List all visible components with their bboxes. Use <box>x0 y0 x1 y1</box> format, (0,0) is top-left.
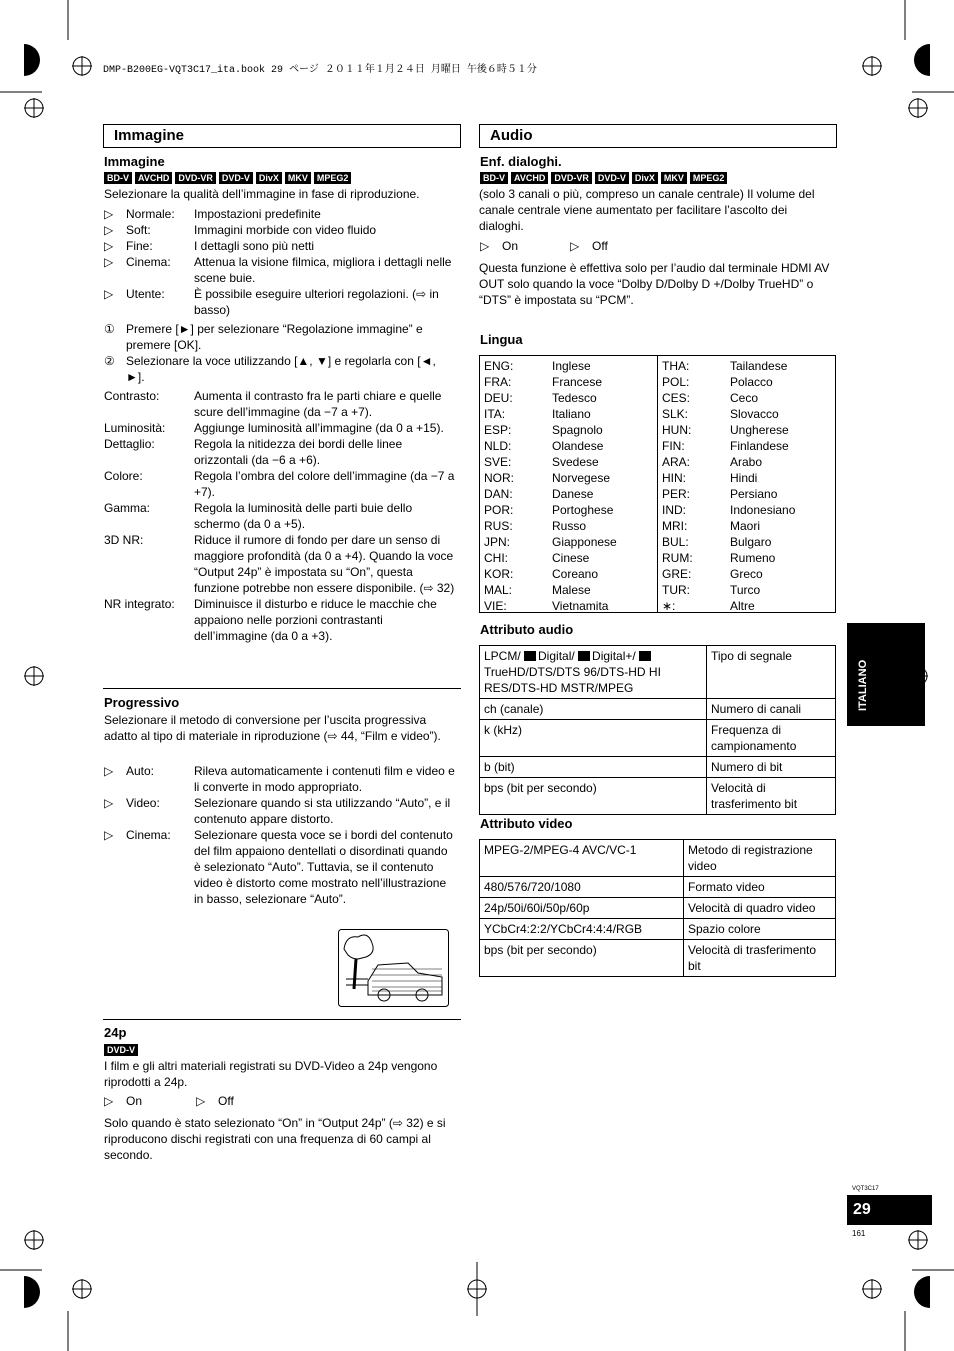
heading-24p: 24p <box>104 1025 127 1040</box>
language-code: JPN: <box>484 535 511 549</box>
progressivo-options <box>104 763 456 907</box>
table-row <box>480 778 836 815</box>
language-row <box>658 390 835 406</box>
language-name: Slovacco <box>730 407 779 421</box>
badge: DVD-V <box>219 172 253 184</box>
language-code: NOR: <box>484 471 514 485</box>
option-off: Off <box>592 239 608 253</box>
language-name: Altre <box>730 599 755 613</box>
heading-progressivo: Progressivo <box>104 695 180 710</box>
badge: MPEG2 <box>314 172 352 184</box>
heading-lingua: Lingua <box>480 332 523 347</box>
badge: AVCHD <box>135 172 172 184</box>
language-row <box>480 566 657 582</box>
language-code: NLD: <box>484 439 512 453</box>
table-cell: Velocità di trasferimento bit <box>684 940 836 977</box>
table-cell: Velocità di trasferimento bit <box>707 778 836 815</box>
language-row <box>480 422 657 438</box>
setting-desc: Diminuisce il disturbo e riduce le macchie che appaiono nelle porzioni contrastanti dell’immagine (da 0 a +3). <box>194 597 437 643</box>
arrow-icon: ▷ <box>570 239 580 253</box>
badge: DivX <box>632 172 658 184</box>
badge: DVD-VR <box>551 172 592 184</box>
option-desc: Attenua la visione filmica, migliora i dettagli nelle scene buie. <box>194 255 452 285</box>
badge: DVD-V <box>104 1044 138 1056</box>
badge: DVD-V <box>595 172 629 184</box>
heading-attributo-video: Attributo video <box>480 816 573 831</box>
language-code: DAN: <box>484 487 513 501</box>
language-name: Cinese <box>552 551 590 565</box>
setting-label: Luminosità: <box>104 421 166 435</box>
immagine-intro: Selezionare la qualità dell’immagine in fase di riproduzione. <box>104 187 420 201</box>
language-code: POR: <box>484 503 514 517</box>
option-label: Auto: <box>126 764 155 778</box>
language-name: Inglese <box>552 359 591 373</box>
language-name: Giapponese <box>552 535 617 549</box>
option-label: Normale: <box>126 207 175 221</box>
setting-label: NR integrato: <box>104 597 175 611</box>
language-name: Francese <box>552 375 603 389</box>
language-row <box>658 582 835 598</box>
option-label: Cinema: <box>126 255 171 269</box>
language-code: ITA: <box>484 407 506 421</box>
page-number: 29 <box>847 1195 932 1225</box>
language-row <box>658 356 835 374</box>
table-cell: Metodo di registrazione video <box>684 840 836 877</box>
language-code: RUM: <box>662 551 693 565</box>
section-title-audio: Audio <box>479 124 837 148</box>
table-cell: b (bit) <box>480 757 707 778</box>
language-name: Norvegese <box>552 471 611 485</box>
language-row <box>480 470 657 486</box>
arrow-icon: ▷ <box>104 828 114 842</box>
language-row <box>480 550 657 566</box>
language-row <box>480 454 657 470</box>
table-row <box>480 757 836 778</box>
language-row <box>658 438 835 454</box>
arrow-icon: ▷ <box>104 239 114 253</box>
arrow-icon: ▷ <box>104 796 114 810</box>
language-row <box>480 486 657 502</box>
setting-desc: Riduce il rumore di fondo per dare un senso di maggiore profondità (da 0 a +4). Quando la voce “Output 24p” è impostata su “On”, questa funzione potrebbe non essere disponibile. (⇨ 32) <box>194 533 455 595</box>
arrow-icon: ▷ <box>104 207 114 221</box>
language-code: KOR: <box>484 567 514 581</box>
arrow-icon: ▷ <box>104 223 114 237</box>
language-name: Polacco <box>730 375 773 389</box>
language-code: CHI: <box>484 551 508 565</box>
table-cell: LPCM/ Digital/ Digital+/ TrueHD/DTS/DTS 96/DTS-HD HI RES/DTS-HD MSTR/MPEG <box>480 646 707 699</box>
table-row <box>480 699 836 720</box>
language-name: Portoghese <box>552 503 614 517</box>
option-label: Cinema: <box>126 828 171 842</box>
language-row <box>480 356 657 374</box>
language-row <box>658 518 835 534</box>
language-name: Ungherese <box>730 423 789 437</box>
step-number: ② <box>104 354 115 368</box>
dolby-icon <box>524 651 536 661</box>
arrow-icon: ▷ <box>104 764 114 778</box>
page-sub-number: 161 <box>852 1229 866 1238</box>
badge: BD-V <box>480 172 508 184</box>
dolby-icon <box>639 651 651 661</box>
language-code: FRA: <box>484 375 512 389</box>
print-header: DMP-B200EG-VQT3C17_ita.book 29 ページ ２０１１年１月２４日 月曜日 午後６時５１分 <box>103 65 537 76</box>
language-row <box>480 374 657 390</box>
language-row <box>658 566 835 582</box>
badge: AVCHD <box>511 172 548 184</box>
table-row <box>480 840 836 877</box>
table-cell: Numero di canali <box>707 699 836 720</box>
language-row <box>658 422 835 438</box>
heading-immagine: Immagine <box>104 154 165 169</box>
setting-label: Contrasto: <box>104 389 160 403</box>
setting-label: Dettaglio: <box>104 437 155 451</box>
language-name: Svedese <box>552 455 599 469</box>
language-side-tab <box>847 623 925 726</box>
option-label: Utente: <box>126 287 165 301</box>
badge: MKV <box>285 172 311 184</box>
language-code: GRE: <box>662 567 692 581</box>
setting-desc: Aumenta il contrasto fra le parti chiare e quelle scure dell’immagine (da −7 a +7). <box>194 389 442 419</box>
format-badges-enf <box>480 172 727 184</box>
language-code: POL: <box>662 375 690 389</box>
language-name: Bulgaro <box>730 535 772 549</box>
language-row <box>480 438 657 454</box>
language-row <box>658 598 835 614</box>
setting-label: 3D NR: <box>104 533 144 547</box>
badge: DivX <box>256 172 282 184</box>
distortion-illustration <box>338 929 449 1007</box>
setting-desc: Regola la nitidezza dei bordi delle linee orizzontali (da −6 a +6). <box>194 437 403 467</box>
audio-attribute-table <box>479 645 836 815</box>
table-cell: YCbCr4:2:2/YCbCr4:4:4/RGB <box>480 919 684 940</box>
badge: BD-V <box>104 172 132 184</box>
table-cell: Formato video <box>684 877 836 898</box>
language-name: Tailandese <box>730 359 788 373</box>
option-desc: I dettagli sono più netti <box>194 239 315 253</box>
option-label: Soft: <box>126 223 151 237</box>
option-label: Fine: <box>126 239 153 253</box>
setting-desc: Regola la luminosità delle parti buie dello schermo (da 0 a +5). <box>194 501 413 531</box>
language-row <box>480 582 657 598</box>
dolby-icon <box>578 651 590 661</box>
table-row <box>480 919 836 940</box>
language-name: Vietnamita <box>552 599 609 613</box>
enf-note: Questa funzione è effettiva solo per l’audio dal terminale HDMI AV OUT solo quando la voce “Dolby D/Dolby D +/Dolby TrueHD” o “DTS” è impostata su “PCM”. <box>479 261 830 307</box>
language-name: Coreano <box>552 567 599 581</box>
table-cell: 24p/50i/60i/50p/60p <box>480 898 684 919</box>
progressivo-intro: Selezionare il metodo di conversione per l’uscita progressiva adatto al tipo di materiale in riproduzione (⇨ 44, “Film e video”). <box>104 713 441 743</box>
divider <box>103 688 461 689</box>
heading-attributo-audio: Attributo audio <box>480 622 574 637</box>
enf-options <box>480 238 680 254</box>
badge: MPEG2 <box>690 172 728 184</box>
small-code: VQT3C17 <box>852 1186 879 1192</box>
language-code: SLK: <box>662 407 689 421</box>
table-cell: bps (bit per secondo) <box>480 778 707 815</box>
badge: MKV <box>661 172 687 184</box>
language-row <box>658 534 835 550</box>
language-code: ENG: <box>484 359 514 373</box>
table-cell: Frequenza di campionamento <box>707 720 836 757</box>
table-cell: Spazio colore <box>684 919 836 940</box>
table-cell: ch (canale) <box>480 699 707 720</box>
language-name: Arabo <box>730 455 763 469</box>
language-column <box>657 356 835 612</box>
language-code: CES: <box>662 391 691 405</box>
language-name: Ceco <box>730 391 759 405</box>
option-on: On <box>502 239 519 253</box>
p24-note: Solo quando è stato selezionato “On” in “Output 24p” (⇨ 32) e si riproducono dischi registrati con una frequenza di 60 campi al secondo. <box>104 1116 446 1162</box>
option-desc: Selezionare quando si sta utilizzando “Auto”, e il contenuto appare distorto. <box>194 796 451 826</box>
setting-desc: Aggiunge luminosità all’immagine (da 0 a +15). <box>194 421 444 435</box>
language-code: THA: <box>662 359 690 373</box>
table-cell: k (kHz) <box>480 720 707 757</box>
language-code: BUL: <box>662 535 689 549</box>
table-row <box>480 877 836 898</box>
language-row <box>658 406 835 422</box>
step-text: Premere [►] per selezionare “Regolazione immagine” e premere [OK]. <box>126 322 423 352</box>
language-row <box>658 374 835 390</box>
arrow-icon: ▷ <box>480 239 490 253</box>
language-row <box>480 534 657 550</box>
language-name: Persiano <box>730 487 778 501</box>
language-name: Rumeno <box>730 551 776 565</box>
immagine-settings <box>104 388 456 644</box>
language-row <box>480 598 657 614</box>
option-label: Video: <box>126 796 160 810</box>
setting-label: Gamma: <box>104 501 151 515</box>
table-cell: Velocità di quadro video <box>684 898 836 919</box>
table-row <box>480 720 836 757</box>
language-row <box>480 390 657 406</box>
language-name: Russo <box>552 519 587 533</box>
setting-label: Colore: <box>104 469 143 483</box>
language-table <box>479 355 836 613</box>
language-row <box>480 518 657 534</box>
video-attribute-table <box>479 839 836 977</box>
divider <box>103 1019 461 1020</box>
heading-enf-dialoghi: Enf. dialoghi. <box>480 154 562 169</box>
language-name: Indonesiano <box>730 503 796 517</box>
language-code: ESP: <box>484 423 512 437</box>
p24-options <box>104 1093 304 1109</box>
option-desc: È possibile eseguire ulteriori regolazioni. (⇨ in basso) <box>194 287 439 317</box>
language-name: Danese <box>552 487 594 501</box>
arrow-icon: ▷ <box>104 287 114 301</box>
language-code: RUS: <box>484 519 513 533</box>
language-row <box>480 502 657 518</box>
enf-intro: (solo 3 canali o più, compreso un canale centrale) Il volume del canale centrale viene aumentato per facilitare l’ascolto dei dialoghi. <box>479 187 815 233</box>
arrow-icon: ▷ <box>104 1094 114 1108</box>
arrow-icon: ▷ <box>196 1094 206 1108</box>
step-text: Selezionare la voce utilizzando [▲, ▼] e regolarla con [◄, ►]. <box>126 354 436 384</box>
language-code: FIN: <box>662 439 685 453</box>
badge: DVD-VR <box>175 172 216 184</box>
language-name: Tedesco <box>552 391 597 405</box>
table-row <box>480 646 836 699</box>
step-number: ① <box>104 322 115 336</box>
language-name: Olandese <box>552 439 604 453</box>
language-code: MRI: <box>662 519 688 533</box>
language-name: Spagnolo <box>552 423 603 437</box>
table-cell: MPEG-2/MPEG-4 AVC/VC-1 <box>480 840 684 877</box>
setting-desc: Regola l’ombra del colore dell’immagine (da −7 a +7). <box>194 469 455 499</box>
option-off: Off <box>218 1094 234 1108</box>
language-column <box>480 356 657 612</box>
language-name: Greco <box>730 567 763 581</box>
option-desc: Impostazioni predefinite <box>194 207 321 221</box>
language-code: HIN: <box>662 471 686 485</box>
table-cell: 480/576/720/1080 <box>480 877 684 898</box>
language-code: MAL: <box>484 583 513 597</box>
format-badges-immagine <box>104 172 351 184</box>
p24-intro: I film e gli altri materiali registrati su DVD-Video a 24p vengono riprodotti a 24p. <box>104 1059 438 1089</box>
language-name: Finlandese <box>730 439 789 453</box>
language-row <box>658 454 835 470</box>
language-row <box>480 406 657 422</box>
table-row <box>480 898 836 919</box>
format-badges-24p <box>104 1044 138 1056</box>
table-row <box>480 940 836 977</box>
option-desc: Rileva automaticamente i contenuti film e video e li converte in modo appropriato. <box>194 764 455 794</box>
language-code: ARA: <box>662 455 691 469</box>
immagine-options <box>104 206 460 318</box>
language-code: HUN: <box>662 423 692 437</box>
option-desc: Immagini morbide con video fluido <box>194 223 377 237</box>
language-name: Malese <box>552 583 591 597</box>
language-code: PER: <box>662 487 691 501</box>
language-code: IND: <box>662 503 686 517</box>
language-row <box>658 486 835 502</box>
arrow-icon: ▷ <box>104 255 114 269</box>
side-tab-label: ITALIANO <box>857 659 869 711</box>
language-row <box>658 470 835 486</box>
option-on: On <box>126 1094 143 1108</box>
table-cell: Numero di bit <box>707 757 836 778</box>
language-name: Maori <box>730 519 761 533</box>
language-code: SVE: <box>484 455 512 469</box>
language-row <box>658 502 835 518</box>
language-name: Hindi <box>730 471 758 485</box>
language-name: Italiano <box>552 407 591 421</box>
language-row <box>658 550 835 566</box>
option-desc: Selezionare questa voce se i bordi del contenuto del film appaiono dentellati o disordinati quando è selezionato “Auto”. Tuttavia, se il contenuto video è distorto come mostrato nell’illustrazione in basso, selezionare “Auto”. <box>194 828 453 906</box>
language-name: Turco <box>730 583 761 597</box>
language-code: DEU: <box>484 391 513 405</box>
section-title-immagine: Immagine <box>103 124 461 148</box>
language-code: ∗: <box>662 599 676 613</box>
table-cell: Tipo di segnale <box>707 646 836 699</box>
immagine-steps <box>104 321 440 385</box>
table-cell: bps (bit per secondo) <box>480 940 684 977</box>
language-code: TUR: <box>662 583 690 597</box>
language-code: VIE: <box>484 599 507 613</box>
